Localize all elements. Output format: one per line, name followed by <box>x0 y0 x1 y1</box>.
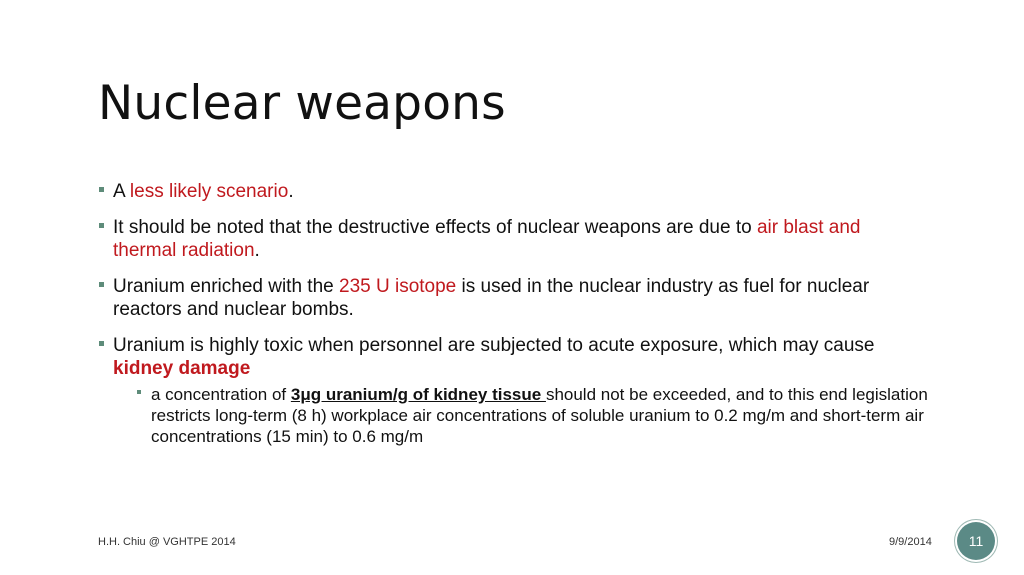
bullet-text: . <box>288 181 294 202</box>
bullet-text: . <box>254 240 260 261</box>
slide-title: Nuclear weapons <box>98 76 506 131</box>
footer-date: 9/9/2014 <box>889 536 932 548</box>
bullet-text: Uranium enriched with the <box>113 276 339 297</box>
footer-author: H.H. Chiu @ VGHTPE 2014 <box>98 536 236 548</box>
highlight-text: less likely scenario <box>129 181 289 202</box>
page-number-badge: 11 <box>957 522 995 560</box>
bullet-text: A <box>113 181 130 202</box>
bullet-item <box>98 275 928 321</box>
bullet-text: is used in the nuclear industry as fuel for nuclear reactors and nuclear bombs. <box>113 276 870 320</box>
bullet-item <box>98 216 928 262</box>
bullet-square-icon <box>99 223 104 228</box>
bullet-square-icon <box>99 282 104 287</box>
bullet-text: a concentration of <box>151 385 291 404</box>
bullet-list <box>98 180 928 460</box>
bullet-square-icon <box>99 187 104 192</box>
bullet-square-icon <box>137 390 141 394</box>
bullet-square-icon <box>99 341 104 346</box>
bullet-text: It should be noted that the destructive effects of nuclear weapons are due to <box>113 217 757 238</box>
highlight-text: kidney damage <box>113 358 251 379</box>
bullet-text: should not be exceeded, and to this end legislation restricts long-term (8 h) workplace air concentrations of soluble uranium to 0.2 mg/m and short-term air concentrations (15 min) to 0.6 mg/m <box>151 385 928 446</box>
bullet-item <box>98 334 928 447</box>
sub-bullet-item <box>113 384 928 447</box>
highlight-text: 235 U isotope <box>339 276 457 297</box>
emphasis-text: 3μg uranium/g of kidney tissue <box>290 385 546 404</box>
highlight-text: air blast and thermal radiation <box>113 217 861 261</box>
bullet-text: Uranium is highly toxic when personnel are subjected to acute exposure, which may cause <box>113 335 875 356</box>
bullet-item <box>98 180 928 203</box>
